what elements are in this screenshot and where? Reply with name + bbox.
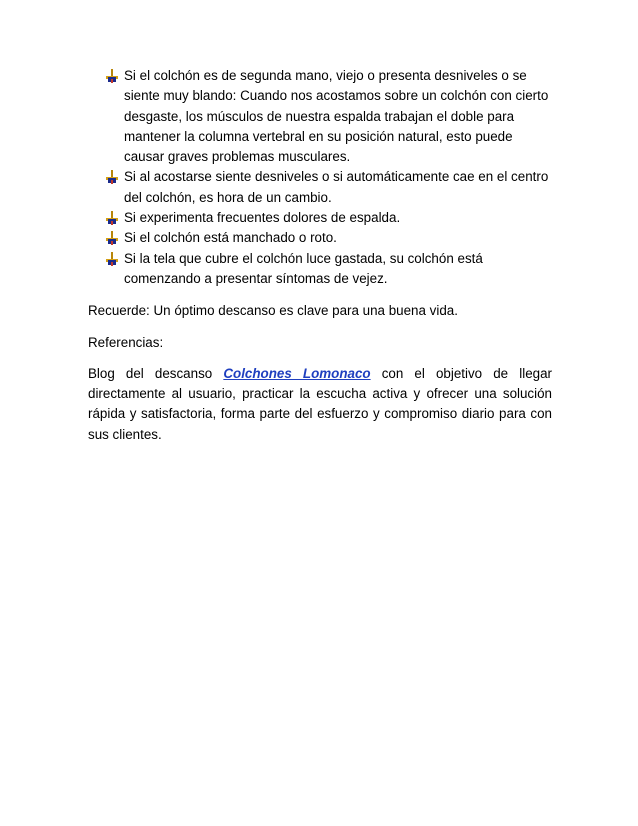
pushpin-icon — [105, 231, 119, 245]
list-item — [88, 167, 552, 208]
list-item-text: Si la tela que cubre el colchón luce gastada, su colchón está comenzando a presentar síntomas de vejez. — [124, 250, 483, 286]
list-item-text: Si al acostarse siente desniveles o si automáticamente cae en el centro del colchón, es hora de un cambio. — [124, 169, 549, 205]
pushpin-icon — [105, 69, 119, 83]
pushpin-icon — [105, 252, 119, 266]
document-content — [88, 66, 552, 456]
bullet-list — [88, 66, 552, 289]
list-item — [88, 228, 552, 248]
list-item-text: Si experimenta frecuentes dolores de espalda. — [124, 210, 401, 226]
blog-suffix: con el objetivo de llegar directamente al usuario, practicar la escucha activa y ofrecer una solución rápida y satisfactoria, forma parte del esfuerzo y compromiso diario para con sus clientes. — [88, 365, 552, 442]
blog-paragraph — [88, 364, 552, 445]
pushpin-icon — [105, 211, 119, 225]
list-item — [88, 66, 552, 167]
pushpin-icon — [105, 170, 119, 184]
recuerde-paragraph: Recuerde: Un óptimo descanso es clave para una buena vida. — [88, 303, 458, 319]
colchones-lomonaco-link[interactable]: Colchones Lomonaco — [223, 365, 371, 381]
list-item-text: Si el colchón es de segunda mano, viejo o presenta desniveles o se siente muy blando: Cuando nos acostamos sobre un colchón con cierto desgaste, los músculos de nuestra espalda trabajan el doble para mantener la columna vertebral en su posición natural, esto puede causar graves problemas musculares. — [124, 68, 549, 165]
list-item — [88, 249, 552, 290]
list-item — [88, 208, 552, 228]
referencias-heading: Referencias: — [88, 334, 164, 350]
blog-prefix: Blog del descanso — [88, 365, 213, 381]
list-item-text: Si el colchón está manchado o roto. — [124, 230, 337, 246]
